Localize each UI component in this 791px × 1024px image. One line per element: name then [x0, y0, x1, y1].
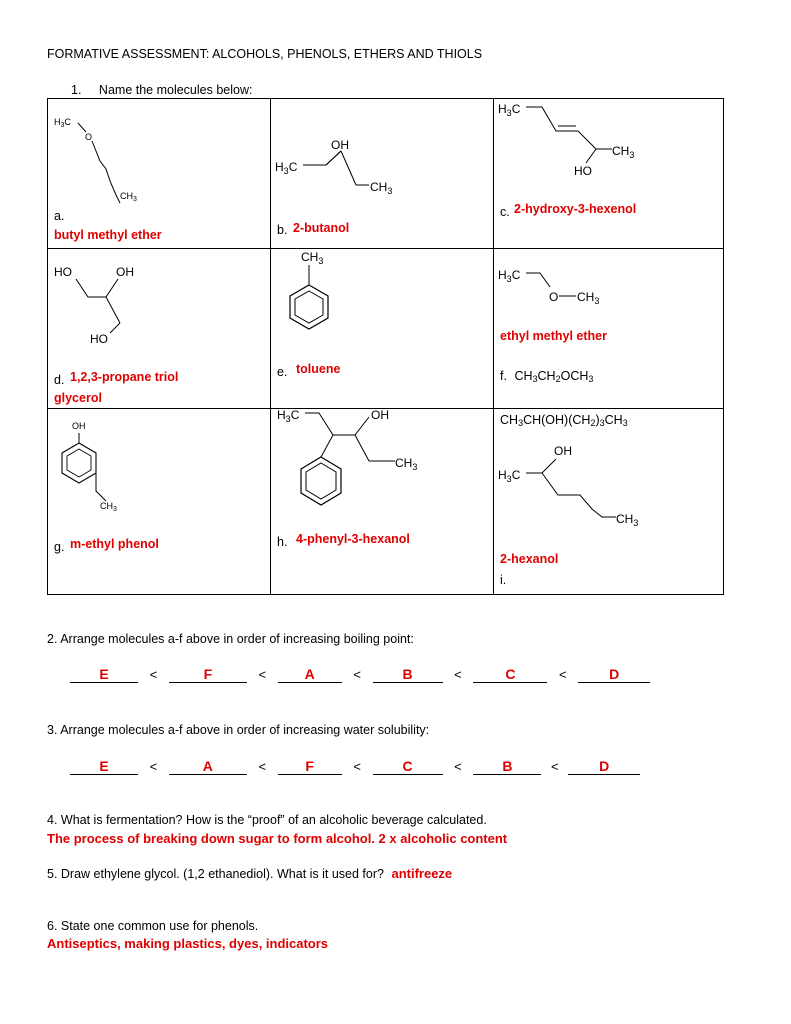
q2-answer-2: F — [203, 666, 213, 682]
cell-i-answer: 2-hexanol — [500, 552, 559, 566]
q2-blank-2[interactable] — [169, 666, 247, 683]
structure-f-ch3: $CH_3$ — [577, 290, 600, 306]
cell-g-letter: g. — [54, 540, 65, 554]
q2-answer-5: C — [505, 666, 516, 682]
cell-b — [271, 99, 494, 249]
cell-g — [48, 409, 271, 595]
question-4-answer: The process of breaking down sugar to form alcohol. 2 x alcoholic content — [47, 831, 508, 846]
q3-answer-3: F — [305, 758, 314, 774]
cell-b-answer: 2-butanol — [293, 221, 350, 235]
structure-h-oh: OH — [371, 409, 389, 422]
cell-h-letter: h. — [277, 535, 288, 549]
page-title: FORMATIVE ASSESSMENT: ALCOHOLS, PHENOLS, ETHERS AND THIOLS — [47, 47, 483, 61]
structure-c-h3c: $H_3C$ — [498, 102, 521, 118]
cell-f-letter: f. — [500, 369, 507, 383]
structure-b-h3c: $H_3C$ — [275, 160, 298, 176]
structure-i-ch3: $CH_3$ — [616, 512, 639, 528]
q3-blank-3[interactable] — [278, 758, 342, 775]
q3-blank-1[interactable] — [70, 758, 138, 775]
q2-answer-4: B — [402, 666, 413, 682]
structure-d — [48, 249, 270, 408]
cell-c-answer: 2-hydroxy-3-hexenol — [514, 202, 637, 216]
cell-c — [494, 99, 724, 249]
question-4-text: 4. What is fermentation? How is the “proof” of an alcoholic beverage calculated. — [47, 813, 487, 827]
question-1-text: Name the molecules below: — [98, 83, 253, 97]
q2-answer-1: E — [99, 666, 109, 682]
cell-h — [271, 409, 494, 595]
cell-d-answer-line2: glycerol — [54, 391, 102, 405]
cell-c-letter: c. — [500, 205, 510, 219]
q3-answer-6: D — [599, 758, 610, 774]
q2-blank-6[interactable] — [578, 666, 650, 683]
question-2-order: E < F < A < B < C < D — [70, 666, 650, 683]
cell-i — [494, 409, 724, 595]
structure-d-ho: HO — [54, 265, 72, 279]
cell-g-answer: m-ethyl phenol — [70, 537, 159, 551]
q3-blank-6[interactable] — [568, 758, 640, 775]
cell-h-answer: 4-phenyl-3-hexanol — [296, 532, 410, 546]
cell-f — [494, 249, 724, 409]
q3-answer-4: C — [402, 758, 413, 774]
structure-a-h3c: $H_3C$ — [54, 117, 71, 129]
question-2-text: 2. Arrange molecules a-f above in order of increasing boiling point: — [47, 632, 414, 646]
structure-h — [271, 409, 493, 594]
cell-e-answer: toluene — [296, 362, 341, 376]
question-3-text: 3. Arrange molecules a-f above in order of increasing water solubility: — [47, 723, 430, 737]
cell-b-letter: b. — [277, 223, 288, 237]
q2-blank-3[interactable] — [278, 666, 342, 683]
cell-f-formula — [500, 369, 593, 384]
structure-f-o: O — [549, 290, 559, 304]
q3-answer-5: B — [502, 758, 513, 774]
structure-a — [48, 99, 270, 248]
q2-blank-4[interactable] — [373, 666, 443, 683]
question-1 — [71, 83, 252, 97]
structure-a-o: O — [85, 132, 93, 142]
question-1-number: 1. — [71, 83, 82, 97]
q2-blank-5[interactable] — [473, 666, 547, 683]
structure-g — [48, 409, 270, 594]
question-6-text: 6. State one common use for phenols. — [47, 919, 259, 933]
question-6-answer: Antiseptics, making plastics, dyes, indicators — [47, 936, 329, 951]
q3-blank-4[interactable] — [373, 758, 443, 775]
structure-c-ch3: $CH_3$ — [612, 144, 635, 160]
structure-f-h3c: $H_3C$ — [498, 268, 521, 284]
structure-b-ch3: $CH_3$ — [370, 180, 393, 196]
q2-answer-3: A — [304, 666, 315, 682]
cell-f-formula-text: $CH_3CH_2OCH_3$ — [514, 369, 594, 384]
cell-a-letter: a. — [54, 209, 65, 223]
structure-i — [494, 409, 723, 594]
structure-d-ho2: HO — [90, 332, 108, 346]
cell-e-letter: e. — [277, 365, 288, 379]
structure-c-ho: HO — [574, 164, 592, 178]
cell-d-letter: d. — [54, 373, 65, 387]
q3-answer-1: E — [99, 758, 109, 774]
cell-f-answer: ethyl methyl ether — [500, 329, 607, 343]
structure-b-oh: OH — [331, 138, 349, 152]
structure-e-ch3: $CH_3$ — [301, 250, 324, 266]
structure-h-ch3: $CH_3$ — [395, 456, 418, 472]
cell-e — [271, 249, 494, 409]
cell-i-formula: $CH_3CH(OH)(CH_2)_3CH_3$ — [500, 413, 628, 428]
structure-c — [494, 99, 723, 248]
structure-a-ch3: $CH_3$ — [120, 191, 137, 203]
q3-blank-5[interactable] — [473, 758, 541, 775]
q3-answer-2: A — [202, 758, 213, 774]
question-3-order: E < A < F < C < B < D — [70, 758, 640, 775]
structure-e — [271, 249, 493, 408]
question-5-answer: antifreeze — [391, 866, 453, 881]
question-5-text: 5. Draw ethylene glycol. (1,2 ethanediol). What is it used for? — [47, 867, 384, 881]
molecule-grid — [47, 98, 724, 595]
q2-blank-1[interactable] — [70, 666, 138, 683]
cell-i-letter: i. — [500, 573, 507, 587]
cell-d-answer-line1: 1,2,3-propane triol — [70, 370, 179, 384]
structure-g-ch3: $CH_3$ — [100, 501, 117, 513]
structure-i-oh: OH — [554, 444, 572, 458]
structure-d-oh: OH — [116, 265, 134, 279]
structure-i-h3c: $H_3C$ — [498, 468, 521, 484]
structure-g-oh: OH — [72, 421, 86, 431]
q3-blank-2[interactable] — [169, 758, 247, 775]
cell-d — [48, 249, 271, 409]
structure-h-h3c: $H_3C$ — [277, 409, 300, 424]
q2-answer-6: D — [609, 666, 620, 682]
cell-a-answer: butyl methyl ether — [54, 228, 162, 242]
cell-a — [48, 99, 271, 249]
question-5 — [47, 866, 452, 881]
